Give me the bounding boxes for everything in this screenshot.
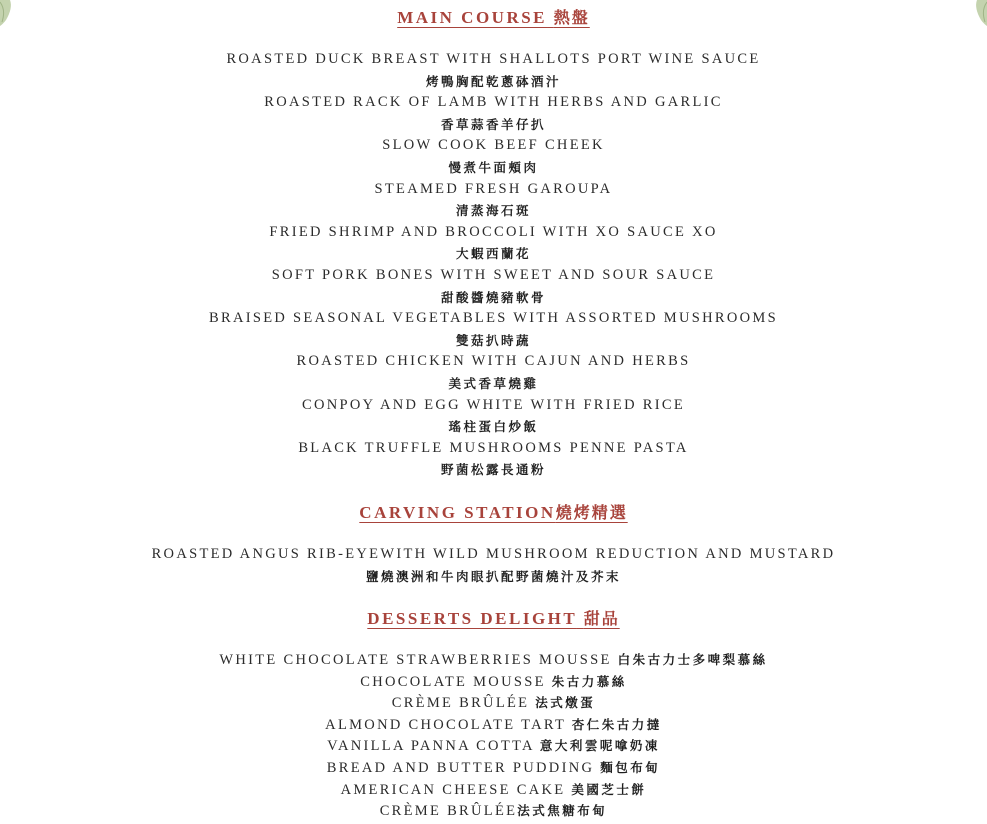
menu-item-zh: 雙菇扒時蔬 (455, 332, 531, 348)
menu-item-zh: 野菌松露長通粉 (440, 462, 546, 478)
menu-item-zh: 香草蒜香羊仔扒 (440, 116, 546, 132)
menu-item-zh: 清蒸海石斑 (455, 203, 531, 219)
menu-item-en: ALMOND CHOCOLATE TART (325, 716, 566, 733)
menu-item-zh: 烤鴨胸配乾蔥砵酒汁 (425, 73, 561, 89)
desserts-section (0, 604, 987, 634)
menu-item-zh: 甜酸醬燒豬軟骨 (440, 289, 546, 305)
menu-item (0, 757, 987, 779)
menu-item-zh: 美國芝士餅 (571, 781, 647, 797)
menu-item-zh: 意大利雲呢嗱奶凍 (539, 738, 660, 754)
menu-item-en: CRÈME BRÛLÉE (379, 803, 518, 820)
menu-item-zh: 麵包布甸 (600, 759, 661, 775)
desserts-title (367, 604, 619, 634)
carving-station-title-en: CARVING STATION (359, 503, 556, 522)
menu-item-en: STEAMED FRESH GAROUPA (374, 180, 613, 197)
main-course-title-zh: 熱盤 (553, 8, 590, 27)
menu-item (0, 735, 987, 757)
menu-item (0, 222, 987, 265)
menu-item-en: WHITE CHOCOLATE STRAWBERRIES MOUSSE (219, 652, 612, 668)
menu-item-zh: 大蝦西蘭花 (455, 246, 531, 262)
menu-item (0, 438, 987, 481)
menu-item-zh: 白朱古力士多啤梨慕絲 (617, 652, 768, 667)
menu-item-en: ROASTED CHICKEN WITH CAJUN AND HERBS (296, 353, 691, 370)
menu-item-en: SOFT PORK BONES WITH SWEET AND SOUR SAUCE (271, 266, 716, 283)
menu-item (0, 671, 987, 693)
main-course-list (0, 49, 987, 481)
menu-item-zh: 慢煮牛面頰肉 (448, 159, 539, 175)
menu-item-zh: 鹽燒澳洲和牛肉眼扒配野菌燒汁及芥末 (365, 568, 621, 584)
carving-station-title-row (0, 498, 987, 528)
menu-item-en: CONPOY AND EGG WHITE WITH FRIED RICE (302, 396, 685, 413)
menu-item-en: AMERICAN CHEESE CAKE (340, 781, 566, 798)
menu-item (0, 135, 987, 178)
menu-item (0, 544, 987, 587)
menu-item-en: FRIED SHRIMP AND BROCCOLI WITH XO SAUCE XO (269, 223, 718, 240)
menu-item (0, 308, 987, 351)
menu-item-zh: 瑤柱蛋白炒飯 (448, 419, 539, 435)
menu-item-en: ROASTED ANGUS RIB-EYEWITH WILD MUSHROOM REDUCTION AND MUSTARD (151, 546, 836, 562)
menu-item-en: VANILLA PANNA COTTA (327, 738, 534, 755)
menu-item (0, 692, 987, 714)
carving-station-list (0, 544, 987, 587)
menu-item-en: BREAD AND BUTTER PUDDING (326, 759, 595, 776)
menu-item (0, 351, 987, 394)
menu-item-zh: 朱古力慕絲 (551, 673, 627, 689)
carving-station-title-zh: 燒烤精選 (555, 503, 628, 522)
menu-item-en: SLOW COOK BEEF CHEEK (382, 137, 605, 154)
menu-item (0, 265, 987, 308)
menu-item (0, 714, 987, 736)
main-course-title (397, 3, 590, 33)
menu-item-zh: 美式香草燒雞 (448, 375, 539, 391)
menu-item-en: BLACK TRUFFLE MUSHROOMS PENNE PASTA (298, 439, 689, 456)
desserts-title-zh: 甜品 (583, 609, 620, 628)
menu-item (0, 179, 987, 222)
menu-item (0, 649, 987, 671)
menu-item-zh: 法式焦糖布甸 (517, 803, 608, 819)
menu-item-en: CHOCOLATE MOUSSE (360, 673, 546, 690)
menu-item (0, 779, 987, 801)
main-course-section (0, 3, 987, 33)
menu-item-en: ROASTED RACK OF LAMB WITH HERBS AND GARLIC (264, 94, 723, 111)
desserts-title-row (0, 604, 987, 634)
carving-station-section (0, 498, 987, 528)
menu-item (0, 49, 987, 92)
carving-station-title (359, 498, 627, 528)
menu-item-zh: 杏仁朱古力撻 (571, 716, 662, 732)
menu-item (0, 395, 987, 438)
main-course-title-en: MAIN COURSE (397, 8, 548, 27)
menu-item-zh: 法式燉蛋 (535, 695, 596, 711)
menu-item-en: CRÈME BRÛLÉE (391, 695, 530, 712)
desserts-title-en: DESSERTS DELIGHT (367, 609, 577, 628)
menu-item (0, 92, 987, 135)
menu-item-en: BRAISED SEASONAL VEGETABLES WITH ASSORTED MUSHROOMS (209, 310, 778, 327)
desserts-list (0, 649, 987, 822)
menu-item (0, 800, 987, 822)
main-course-title-row (0, 3, 987, 33)
menu-item-en: ROASTED DUCK BREAST WITH SHALLOTS PORT WINE SAUCE (226, 51, 761, 67)
